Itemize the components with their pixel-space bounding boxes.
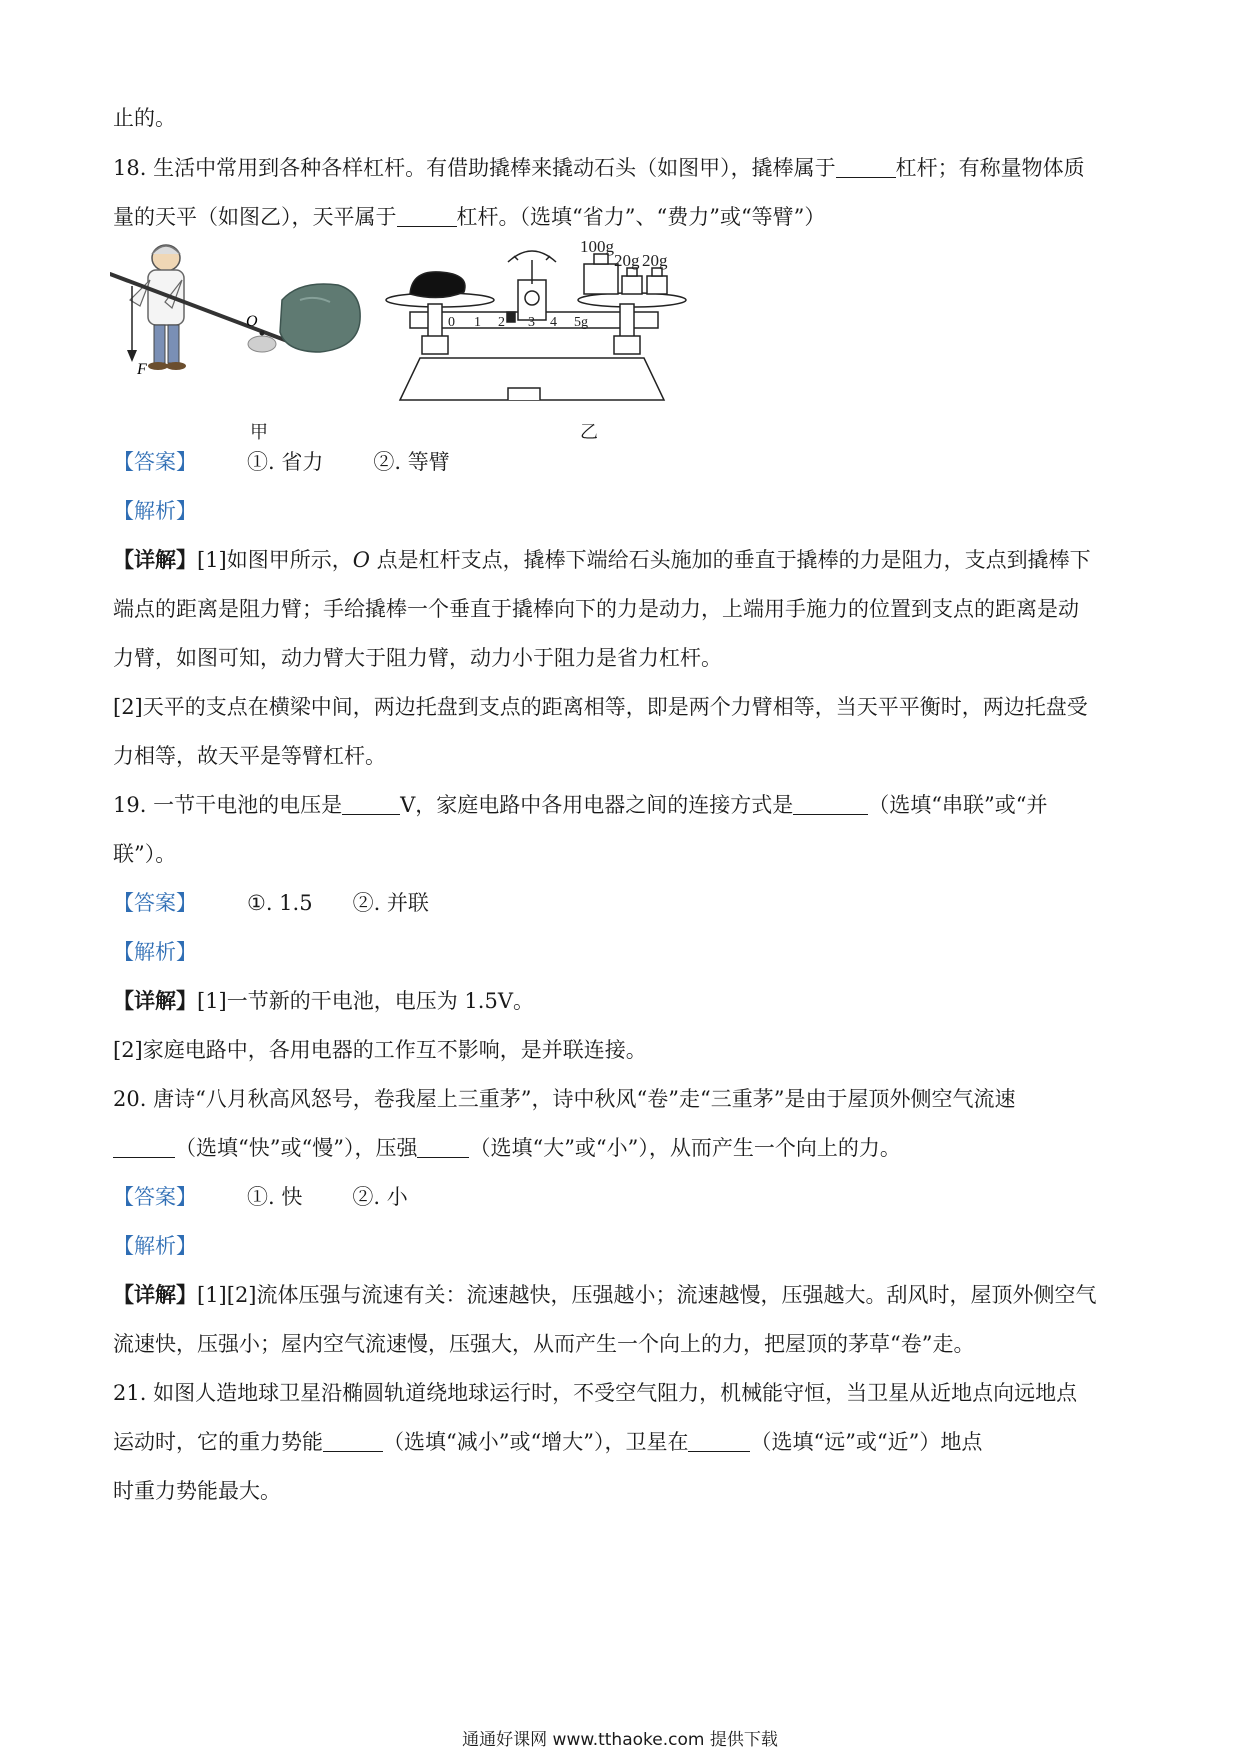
analysis-20: 【解析】 — [113, 1234, 197, 1258]
answer-blank — [113, 1135, 175, 1158]
detail-20-line-1: 【详解】[1][2]流体压强与流速有关：流速越快，压强越小；流速越慢，压强越大。刮风时，屋顶外侧空气 — [113, 1282, 1097, 1307]
answer-blank — [323, 1429, 383, 1452]
lever-and-balance-figures — [110, 240, 760, 443]
answer-19: 【答案】 ①. 1.5 ②. 并联 — [113, 891, 429, 915]
detail-18-line-5: 力相等，故天平是等臂杠杆。 — [113, 744, 386, 768]
scale-tick-label: 3 — [528, 315, 535, 330]
question-21-line-3: 时重力势能最大。 — [113, 1479, 281, 1503]
detail-19-line-1: 【详解】[1]一节新的干电池，电压为 1.5V。 — [113, 988, 534, 1013]
analysis-18: 【解析】 — [113, 499, 197, 523]
scale-tick-label: 5g — [574, 315, 588, 330]
question-21-line-2: 运动时，它的重力势能 （选填“减小”或“增大”），卫星在 （选填“远”或“近”）地点 — [113, 1430, 983, 1454]
figure-b-caption: 乙 — [580, 422, 598, 443]
force-label: F — [137, 361, 147, 378]
figure-a-caption: 甲 — [250, 422, 268, 443]
scale-tick-label: 4 — [550, 315, 557, 330]
answer-blank — [836, 155, 896, 178]
footer-source: 通通好课网 www.tthaoke.com 提供下载 — [462, 1730, 778, 1750]
answer-blank — [793, 792, 868, 815]
weight-label-20g: 20g — [614, 251, 640, 270]
answer-20: 【答案】 ①. 快 ②. 小 — [113, 1185, 408, 1209]
figure-lever — [110, 245, 360, 378]
weight-label-20g: 20g — [642, 251, 668, 270]
answer-18: 【答案】 ①. 省力 ②. 等臂 — [113, 450, 450, 474]
question-20-line-2: （选填“快”或“慢”），压强 （选填“大”或“小”），从而产生一个向上的力。 — [113, 1133, 1150, 1163]
text-line: 止的。 — [113, 106, 176, 130]
fulcrum-label: O — [246, 313, 258, 330]
figure-balance — [386, 251, 686, 400]
scale-tick-label: 1 — [474, 315, 481, 330]
detail-18-line-2: 端点的距离是阻力臂；手给撬棒一个垂直于撬棒向下的力是动力，上端用手施力的位置到支点的距离是动 — [113, 597, 1079, 621]
detail-18-line-3: 力臂，如图可知，动力臂大于阻力臂，动力小于阻力是省力杠杆。 — [113, 646, 722, 670]
detail-20-line-2: 流速快，压强小；屋内空气流速慢，压强大，从而产生一个向上的力，把屋顶的茅草“卷”走。 — [113, 1332, 975, 1356]
analysis-19: 【解析】 — [113, 940, 197, 964]
answer-blank — [688, 1429, 750, 1452]
question-21-line-1: 21. 如图人造地球卫星沿椭圆轨道绕地球运行时，不受空气阻力，机械能守恒，当卫星从近地点向远地点 — [113, 1381, 1078, 1405]
question-19-line-1: 19. 一节干电池的电压是 V，家庭电路中各用电器之间的连接方式是 （选填“串联”或“并 — [113, 793, 1048, 817]
scale-tick-label: 2 — [498, 315, 505, 330]
scale-tick-label: 0 — [448, 315, 455, 330]
question-18-line-2: 量的天平（如图乙），天平属于 杠杆。（选填“省力”、“费力”或“等臂”） — [113, 205, 826, 229]
weight-label-100g: 100g — [580, 240, 614, 256]
question-18-line-1: 18. 生活中常用到各种各样杠杆。有借助撬棒来撬动石头（如图甲），撬棒属于 杠杆；有称量物体质 — [113, 156, 1085, 180]
question-20-line-1: 20. 唐诗“八月秋高风怒号，卷我屋上三重茅”，诗中秋风“卷”走“三重茅”是由于屋顶外侧空气流速 — [113, 1087, 1016, 1111]
answer-blank — [342, 792, 400, 815]
detail-19-line-2: [2]家庭电路中，各用电器的工作互不影响，是并联连接。 — [113, 1038, 647, 1062]
figure-svg — [110, 240, 760, 440]
answer-blank — [397, 204, 457, 227]
detail-18-line-1: 【详解】[1]如图甲所示，O 点是杠杆支点，撬棒下端给石头施加的垂直于撬棒的力是阻力，支点到撬棒下 — [113, 547, 1091, 572]
detail-18-line-4: [2]天平的支点在横梁中间，两边托盘到支点的距离相等，即是两个力臂相等，当天平平衡时，两边托盘受 — [113, 695, 1088, 719]
answer-blank — [417, 1135, 469, 1158]
question-19-line-2: 联”）。 — [113, 842, 177, 866]
